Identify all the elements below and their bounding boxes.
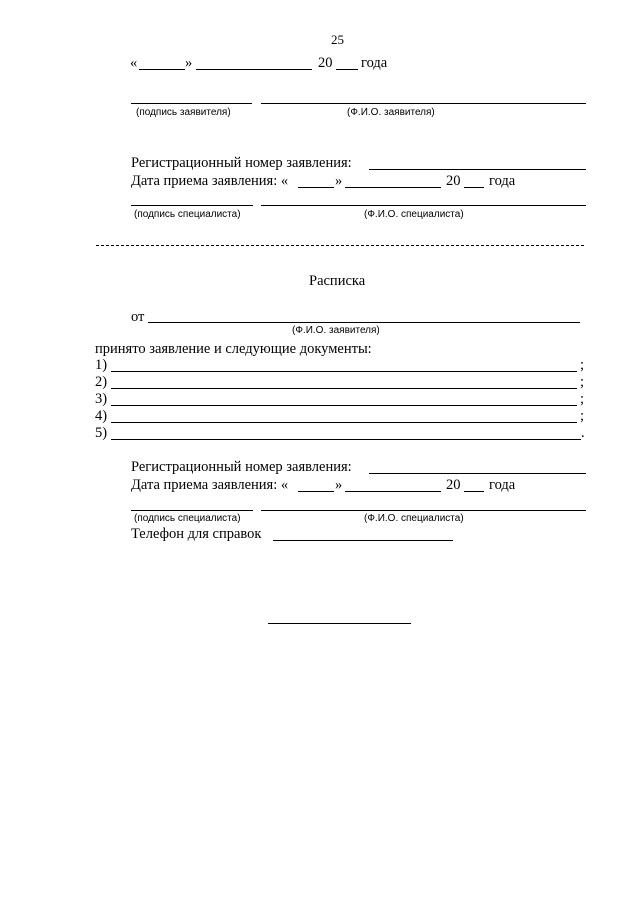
- applicant-name-line: [261, 103, 586, 104]
- specialist-name-line: [261, 205, 586, 206]
- receipt-date-label: Дата приема заявления: «: [131, 173, 289, 189]
- applicant-year-blank: [336, 69, 358, 70]
- applicant-year-prefix: 20: [318, 55, 333, 71]
- document-item-end: ;: [580, 391, 585, 407]
- specialist-name-caption: (Ф.И.О. специалиста): [364, 513, 464, 524]
- receipt-year-prefix: 20: [446, 477, 461, 493]
- applicant-name-caption: (Ф.И.О. заявителя): [347, 107, 435, 118]
- receipt-date-close-quote: »: [335, 477, 343, 493]
- specialist-name-line: [261, 510, 586, 511]
- document-item-number: 2): [95, 374, 108, 390]
- cut-line-divider: [96, 245, 584, 246]
- receipt-accepted-text: принято заявление и следующие документы:: [95, 341, 372, 357]
- registration-number-blank: [369, 473, 586, 474]
- specialist-signature-caption: (подпись специалиста): [134, 209, 241, 220]
- receipt-from-label: от: [131, 309, 145, 325]
- applicant-year-word: года: [361, 55, 388, 71]
- applicant-signature-line: [131, 103, 252, 104]
- receipt-day-blank: [298, 187, 334, 188]
- phone-label: Телефон для справок: [131, 526, 262, 542]
- applicant-date-open-quote: «: [130, 55, 138, 71]
- receipt-day-blank: [298, 491, 334, 492]
- receipt-date-label: Дата приема заявления: «: [131, 477, 289, 493]
- receipt-date-close-quote: »: [335, 173, 343, 189]
- registration-number-label: Регистрационный номер заявления:: [131, 459, 352, 475]
- receipt-from-caption: (Ф.И.О. заявителя): [292, 325, 380, 336]
- receipt-month-blank: [345, 491, 441, 492]
- page-number: 25: [331, 32, 344, 47]
- specialist-signature-line: [131, 205, 253, 206]
- receipt-year-word: года: [489, 477, 516, 493]
- document-item-end: ;: [580, 357, 585, 373]
- receipt-year-blank: [464, 491, 484, 492]
- applicant-date-close-quote: »: [185, 55, 193, 71]
- specialist-signature-line: [131, 510, 253, 511]
- applicant-month-blank: [196, 69, 312, 70]
- receipt-title: Расписка: [309, 273, 366, 289]
- document-item-end: ;: [580, 408, 585, 424]
- document-item-blank: [111, 405, 577, 406]
- receipt-month-blank: [345, 187, 441, 188]
- document-item-end: ;: [580, 374, 585, 390]
- document-item-number: 3): [95, 391, 108, 407]
- phone-blank: [273, 540, 453, 541]
- specialist-name-caption: (Ф.И.О. специалиста): [364, 209, 464, 220]
- registration-number-label: Регистрационный номер заявления:: [131, 155, 352, 171]
- document-item-end: .: [581, 425, 585, 441]
- document-item-blank: [111, 422, 577, 423]
- document-item-number: 4): [95, 408, 108, 424]
- document-item-blank: [111, 371, 577, 372]
- receipt-from-blank: [148, 322, 580, 323]
- applicant-signature-caption: (подпись заявителя): [136, 107, 231, 118]
- document-item-number: 1): [95, 357, 108, 373]
- registration-number-blank: [369, 169, 586, 170]
- document-item-blank: [111, 388, 577, 389]
- specialist-signature-caption: (подпись специалиста): [134, 513, 241, 524]
- document-item-number: 5): [95, 425, 108, 441]
- receipt-year-word: года: [489, 173, 516, 189]
- closing-rule: [268, 623, 411, 624]
- document-item-blank: [111, 439, 581, 440]
- receipt-year-prefix: 20: [446, 173, 461, 189]
- receipt-year-blank: [464, 187, 484, 188]
- applicant-day-blank: [139, 69, 185, 70]
